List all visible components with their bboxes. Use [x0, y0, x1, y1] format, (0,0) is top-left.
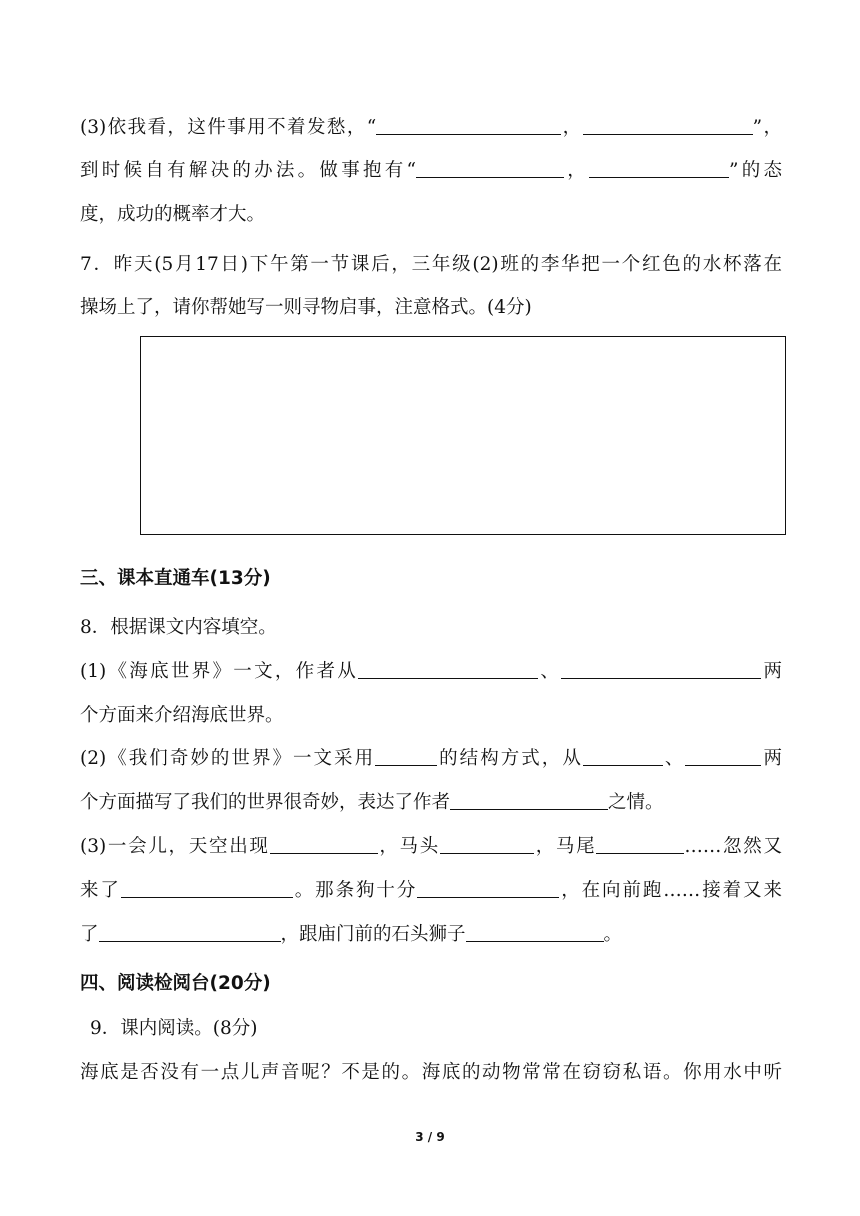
text: 到时候自有解决的办法。做事抱有“: [80, 160, 416, 181]
q8-3-line1: [80, 835, 782, 859]
text: ”，: [752, 117, 782, 138]
q7-line2: 操场上了，请你帮她写一则寻物启事，注意格式。(4分): [80, 297, 532, 318]
answer-blank[interactable]: [561, 660, 761, 679]
answer-box[interactable]: [140, 336, 786, 535]
answer-blank[interactable]: [596, 835, 684, 854]
text: 的结构方式，从: [437, 748, 583, 769]
answer-blank[interactable]: [121, 879, 293, 898]
answer-blank[interactable]: [416, 159, 564, 178]
text: (2)《我们奇妙的世界》一文采用: [80, 748, 376, 769]
q8-stem: 8．根据课文内容填空。: [80, 617, 277, 638]
text: 之情。: [608, 792, 664, 813]
text: ，在向前跑……接着又来: [559, 880, 782, 901]
section-3-heading: 三、课本直通车(13分): [80, 568, 271, 589]
answer-blank[interactable]: [583, 116, 753, 135]
text: 、: [662, 748, 686, 769]
q8-2-line1: [80, 747, 782, 771]
text: (1)《海底世界》一文，作者从: [80, 661, 359, 682]
text: 两: [761, 661, 782, 682]
answer-blank[interactable]: [589, 159, 729, 178]
text: ，: [563, 160, 589, 181]
answer-blank[interactable]: [685, 747, 761, 766]
q6-3-line3: 度，成功的概率才大。: [80, 204, 266, 225]
q8-1-line1: [80, 660, 782, 684]
text: ……忽然又: [684, 836, 782, 857]
text: ，: [561, 117, 583, 138]
q9-stem: 9．课内阅读。(8分): [90, 1018, 258, 1039]
answer-blank[interactable]: [417, 879, 559, 898]
q8-1-line2: 个方面来介绍海底世界。: [80, 705, 284, 726]
text: 。那条狗十分: [292, 880, 418, 901]
q9-passage: 海底是否没有一点儿声音呢？不是的。海底的动物常常在窃窃私语。你用水中听: [80, 1062, 782, 1083]
q8-2-line2: [80, 791, 782, 815]
q6-3-line1: [80, 116, 782, 140]
q6-3-line2: [80, 159, 782, 183]
q8-3-line2: [80, 879, 782, 903]
answer-blank[interactable]: [99, 923, 281, 942]
text: 、: [538, 661, 562, 682]
answer-blank[interactable]: [466, 923, 604, 942]
text: (3)一会儿，天空出现: [80, 836, 270, 857]
text: 来了: [80, 880, 121, 901]
q8-3-line3: [80, 923, 782, 947]
answer-blank[interactable]: [440, 835, 534, 854]
text: 两: [761, 748, 782, 769]
answer-blank[interactable]: [375, 747, 437, 766]
text: ，跟庙门前的石头狮子: [280, 924, 466, 945]
text: ，马头: [377, 836, 440, 857]
answer-blank[interactable]: [358, 660, 538, 679]
section-4-heading: 四、阅读检阅台(20分): [80, 973, 271, 994]
page-number: 3 / 9: [415, 1130, 445, 1144]
text: 个方面描写了我们的世界很奇妙，表达了作者: [80, 792, 451, 813]
text: (3)依我看，这件事用不着发愁，“: [80, 117, 377, 138]
text: ，马尾: [533, 836, 597, 857]
q7-line1: 7．昨天(5月17日)下午第一节课后，三年级(2)班的李华把一个红色的水杯落在: [80, 254, 782, 275]
text: 了: [80, 924, 99, 945]
answer-blank[interactable]: [450, 791, 608, 810]
answer-blank[interactable]: [270, 835, 378, 854]
text: 。: [603, 924, 623, 945]
answer-blank[interactable]: [376, 116, 561, 135]
text: ”的态: [729, 160, 782, 181]
answer-blank[interactable]: [583, 747, 663, 766]
